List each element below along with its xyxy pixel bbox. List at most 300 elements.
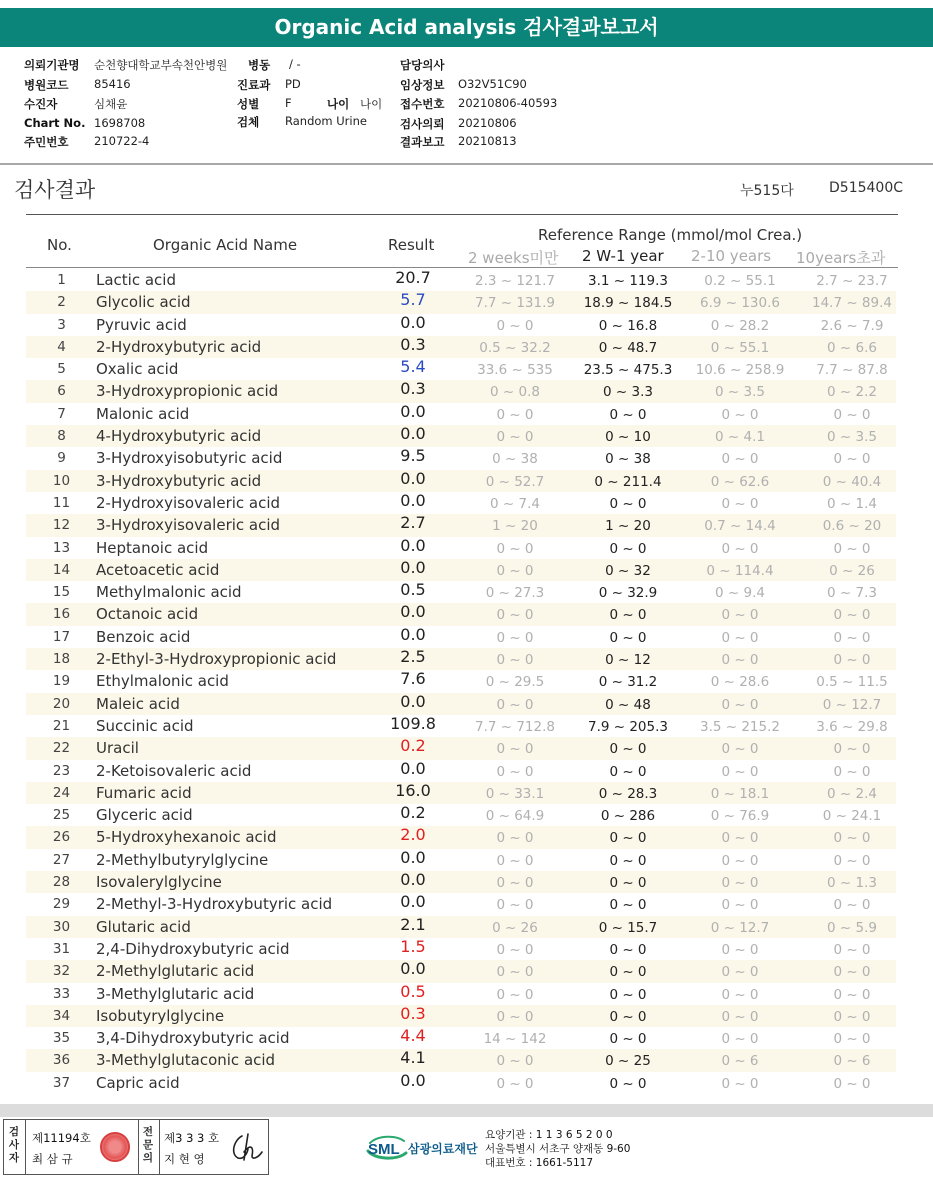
ref-range-2-10y: 0 ~ 0 (721, 852, 759, 869)
table-row (26, 581, 896, 603)
result-value: 16.0 (395, 780, 431, 800)
ref-range-2w-1y: 0 ~ 3.3 (603, 384, 653, 401)
ref-range-over-10y: 0 ~ 1.3 (827, 875, 877, 892)
ref-range-2w-1y: 0 ~ 0 (609, 1031, 647, 1048)
row-number: 37 (52, 1074, 71, 1091)
specimen-label: 검체 (237, 115, 260, 129)
address: 서울특별시 서초구 양재동 9-60 (485, 1143, 631, 1155)
table-row (26, 1005, 896, 1027)
row-number: 10 (52, 472, 71, 489)
age-value: 나이 (360, 97, 383, 111)
resident-value: 210722-4 (94, 134, 150, 148)
table-row (26, 291, 896, 313)
specimen-value: Random Urine (285, 114, 367, 128)
column-header-ref-3: 10years초과 (796, 249, 886, 267)
ref-range-2-10y: 3.5 ~ 215.2 (699, 718, 780, 735)
column-header-name: Organic Acid Name (153, 236, 298, 254)
acid-name: Isobutyrylglycine (96, 1006, 225, 1025)
ref-range-2-10y: 0 ~ 0 (721, 763, 759, 780)
acid-name: 2-Methyl-3-Hydroxybutyric acid (96, 895, 333, 914)
ref-range-2-10y: 0 ~ 0 (721, 607, 759, 624)
acid-name: 3-Hydroxybutyric acid (96, 471, 262, 490)
ref-range-2-10y: 10.6 ~ 258.9 (695, 362, 785, 379)
acid-name: Oxalic acid (96, 360, 179, 379)
table-row (26, 826, 896, 848)
row-number: 13 (52, 539, 71, 556)
ref-range-2w-1y: 0 ~ 16.8 (598, 317, 658, 334)
ref-range-2w-1y: 3.1 ~ 119.3 (587, 273, 668, 289)
row-number: 9 (57, 450, 66, 467)
row-number: 34 (52, 1007, 71, 1024)
table-row (26, 403, 896, 425)
ref-range-over-10y: 0 ~ 0 (833, 741, 871, 758)
table-row (26, 893, 896, 915)
table-row (26, 470, 896, 492)
ref-range-over-10y: 0 ~ 26 (829, 562, 875, 579)
result-value: 0.3 (400, 334, 426, 354)
agency-code: 요양기관 : 1 1 3 6 5 2 0 0 (485, 1129, 613, 1141)
acid-name: 3-Hydroxyisovaleric acid (96, 516, 281, 535)
acid-name: Maleic acid (96, 694, 180, 713)
ref-range-2-10y: 0 ~ 62.6 (710, 473, 770, 490)
ref-range-2w-1y: 0 ~ 211.4 (594, 473, 662, 490)
seal-stamp-icon (100, 1132, 130, 1162)
row-number: 20 (52, 695, 71, 712)
ref-range-under-2w: 7.7 ~ 131.9 (474, 295, 555, 312)
ref-range-under-2w: 0 ~ 52.7 (485, 473, 545, 490)
ref-range-2-10y: 0 ~ 3.5 (715, 384, 765, 401)
table-row (26, 1027, 896, 1049)
result-value: 0.0 (400, 758, 426, 778)
ref-range-under-2w: 0 ~ 0 (496, 652, 534, 669)
ref-range-under-2w: 0 ~ 38 (492, 451, 538, 468)
acid-name: Acetoacetic acid (96, 560, 220, 579)
table-row (26, 603, 896, 625)
ref-range-over-10y: 0 ~ 0 (833, 986, 871, 1003)
result-value: 0.0 (400, 1070, 426, 1090)
ref-range-under-2w: 0 ~ 7.4 (490, 495, 540, 512)
ref-range-over-10y: 0.6 ~ 20 (822, 518, 882, 535)
ref-range-2w-1y: 0 ~ 0 (609, 941, 647, 958)
ref-range-over-10y: 0 ~ 0 (833, 629, 871, 646)
ref-range-over-10y: 0 ~ 0 (833, 1075, 871, 1092)
ref-range-2-10y: 0 ~ 0 (721, 1031, 759, 1048)
acid-name: Malonic acid (96, 404, 190, 423)
ref-range-2w-1y: 0 ~ 32.9 (598, 585, 658, 602)
result-value: 0.0 (400, 490, 426, 510)
ref-range-2w-1y: 1 ~ 20 (605, 518, 651, 535)
ref-range-over-10y: 0 ~ 0 (833, 941, 871, 958)
row-number: 24 (52, 784, 71, 801)
ref-range-over-10y: 0 ~ 0 (833, 763, 871, 780)
row-number: 30 (52, 918, 71, 935)
result-value: 0.2 (400, 736, 426, 756)
sex-label: 성별 (237, 97, 260, 111)
request-label: 검사의뢰 (400, 117, 445, 131)
result-value: 0.0 (400, 959, 426, 979)
column-header-ref-2: 2-10 years (691, 247, 772, 265)
ref-range-2-10y: 0 ~ 18.1 (710, 785, 770, 802)
row-number: 12 (52, 517, 71, 534)
patient-label: 수진자 (24, 97, 58, 111)
result-value: 2.0 (400, 825, 426, 845)
reference-range-title: Reference Range (mmol/mol Crea.) (538, 226, 803, 244)
result-value: 0.0 (400, 624, 426, 644)
resident-label: 주민번호 (24, 135, 69, 149)
row-number: 32 (52, 963, 71, 980)
clinical-value: O32V51C90 (458, 77, 527, 91)
result-value: 0.0 (400, 691, 426, 711)
ref-range-2w-1y: 0 ~ 48 (605, 696, 651, 713)
row-number: 5 (57, 361, 66, 378)
acid-name: 2,4-Dihydroxybutyric acid (96, 939, 290, 958)
ref-range-over-10y: 2.7 ~ 23.7 (816, 273, 888, 289)
ref-range-2-10y: 0 ~ 0 (721, 652, 759, 669)
ref-range-under-2w: 0 ~ 33.1 (485, 785, 545, 802)
request-value: 20210806 (458, 116, 517, 130)
reviewer-name: 지 현 영 (164, 1152, 205, 1166)
row-number: 31 (52, 940, 71, 957)
sml-logo-icon (366, 1133, 408, 1163)
ref-range-over-10y: 0 ~ 2.4 (827, 785, 877, 802)
table-row (26, 1072, 896, 1094)
ref-range-under-2w: 2.3 ~ 121.7 (474, 273, 555, 289)
row-number: 2 (57, 294, 66, 311)
ref-range-over-10y: 0 ~ 0 (833, 897, 871, 914)
ref-range-under-2w: 0 ~ 0 (496, 875, 534, 892)
table-row (26, 514, 896, 536)
row-number: 6 (57, 383, 66, 400)
ref-range-over-10y: 0.5 ~ 11.5 (816, 674, 888, 691)
ref-range-over-10y: 0 ~ 0 (833, 852, 871, 869)
institution-label: 의뢰기관명 (24, 58, 80, 72)
acid-name: 2-Ketoisovaleric acid (96, 761, 252, 780)
test-id: D515400C (829, 180, 903, 196)
row-number: 3 (57, 316, 66, 333)
ref-range-under-2w: 0 ~ 27.3 (485, 585, 545, 602)
ref-range-2w-1y: 0 ~ 12 (605, 652, 651, 669)
ref-range-under-2w: 0 ~ 0 (496, 696, 534, 713)
ref-range-2w-1y: 0 ~ 0 (609, 406, 647, 423)
acid-name: Octanoic acid (96, 605, 199, 624)
row-number: 1 (57, 272, 66, 288)
table-row (26, 537, 896, 559)
ref-range-under-2w: 0 ~ 0 (496, 986, 534, 1003)
ref-range-2w-1y: 0 ~ 48.7 (598, 339, 658, 356)
ref-range-2w-1y: 0 ~ 32 (605, 562, 651, 579)
table-row (26, 760, 896, 782)
ref-range-2-10y: 0 ~ 28.2 (710, 317, 770, 334)
ward-value: / - (289, 57, 301, 71)
result-value: 4.1 (400, 1048, 426, 1068)
ref-range-2w-1y: 0 ~ 0 (609, 763, 647, 780)
ref-range-over-10y: 0 ~ 24.1 (822, 808, 882, 825)
table-row (26, 938, 896, 960)
row-number: 16 (52, 606, 71, 623)
ref-range-2-10y: 0 ~ 0 (721, 1008, 759, 1025)
results-table (26, 269, 896, 1094)
table-row (26, 804, 896, 826)
row-number: 33 (52, 985, 71, 1002)
table-row (26, 871, 896, 893)
ref-range-2-10y: 0 ~ 6 (721, 1053, 759, 1070)
result-value: 0.2 (400, 803, 426, 823)
table-row (26, 492, 896, 514)
report-title: Organic Acid analysis 검사결과보고서 (0, 8, 933, 47)
row-number: 4 (57, 338, 66, 355)
row-number: 27 (52, 851, 71, 868)
row-number: 22 (52, 740, 71, 757)
row-number: 28 (52, 874, 71, 891)
ref-range-2-10y: 0.7 ~ 14.4 (704, 518, 776, 535)
ref-range-2w-1y: 0 ~ 15.7 (598, 919, 658, 936)
ref-range-2w-1y: 0 ~ 0 (609, 495, 647, 512)
ref-range-under-2w: 0 ~ 0 (496, 317, 534, 334)
report-date-label: 결과보고 (400, 135, 445, 149)
result-value: 9.5 (400, 446, 426, 466)
result-value: 20.7 (395, 268, 431, 287)
result-value: 4.4 (400, 1026, 426, 1046)
ref-range-2-10y: 0 ~ 0 (721, 451, 759, 468)
acid-name: 3,4-Dihydroxybutyric acid (96, 1029, 290, 1048)
ref-range-2w-1y: 0 ~ 0 (609, 1008, 647, 1025)
ref-range-over-10y: 0 ~ 3.5 (827, 429, 877, 446)
age-label: 나이 (327, 97, 350, 111)
phone: 대표번호 : 1661-5117 (485, 1157, 594, 1169)
acid-name: Glutaric acid (96, 917, 191, 936)
ref-range-under-2w: 0 ~ 0 (496, 1008, 534, 1025)
ref-range-over-10y: 0 ~ 0 (833, 406, 871, 423)
ref-range-over-10y: 0 ~ 0 (833, 652, 871, 669)
column-header-result: Result (388, 236, 435, 254)
result-value: 0.5 (400, 580, 426, 600)
ref-range-over-10y: 0 ~ 5.9 (827, 919, 877, 936)
ref-range-under-2w: 0 ~ 0 (496, 763, 534, 780)
ref-range-over-10y: 0 ~ 40.4 (822, 473, 882, 490)
row-number: 29 (52, 896, 71, 913)
ref-range-2w-1y: 0 ~ 0 (609, 741, 647, 758)
acid-name: Glycolic acid (96, 293, 191, 312)
column-header-ref-0: 2 weeks미만 (468, 249, 559, 267)
result-value: 7.6 (400, 669, 426, 689)
result-value: 2.1 (400, 914, 426, 934)
ref-range-under-2w: 0 ~ 0 (496, 1053, 534, 1070)
acid-name: 2-Ethyl-3-Hydroxypropionic acid (96, 650, 337, 669)
ref-range-2-10y: 0 ~ 0 (721, 830, 759, 847)
table-row (26, 715, 896, 737)
ref-range-2-10y: 0 ~ 0 (721, 1075, 759, 1092)
row-number: 18 (52, 651, 71, 668)
result-value: 2.7 (400, 513, 426, 533)
result-value: 0.0 (400, 892, 426, 912)
acid-name: 2-Methylbutyrylglycine (96, 850, 269, 869)
footer (0, 1117, 933, 1183)
table-row (26, 670, 896, 692)
chart-label: Chart No. (24, 116, 86, 130)
chart-value: 1698708 (94, 116, 146, 130)
ref-range-2w-1y: 0 ~ 38 (605, 451, 651, 468)
ref-range-under-2w: 0 ~ 0 (496, 830, 534, 847)
doctor-label: 담당의사 (400, 58, 445, 72)
patient-info (0, 50, 933, 165)
ref-range-under-2w: 7.7 ~ 712.8 (474, 718, 555, 735)
ward-label: 병동 (248, 58, 271, 72)
ref-range-2-10y: 0 ~ 0 (721, 696, 759, 713)
row-number: 7 (57, 405, 66, 422)
result-value: 0.0 (400, 312, 426, 332)
ref-range-over-10y: 0 ~ 1.4 (827, 495, 877, 512)
row-number: 11 (52, 494, 71, 511)
acid-name: Fumaric acid (96, 783, 192, 802)
ref-range-under-2w: 0 ~ 0 (496, 562, 534, 579)
acid-name: Pyruvic acid (96, 315, 187, 334)
acid-name: 4-Hydroxybutyric acid (96, 427, 262, 446)
table-row (26, 960, 896, 982)
ref-range-2w-1y: 0 ~ 28.3 (598, 785, 658, 802)
reviewer-license: 제3 3 3 호 (164, 1131, 220, 1145)
ref-range-2-10y: 0 ~ 0 (721, 495, 759, 512)
ref-range-2-10y: 0 ~ 0 (721, 986, 759, 1003)
ref-range-2w-1y: 7.9 ~ 205.3 (587, 718, 668, 735)
ref-range-over-10y: 0 ~ 0 (833, 451, 871, 468)
ref-range-2-10y: 0 ~ 0 (721, 629, 759, 646)
row-number: 8 (57, 428, 66, 445)
ref-range-2-10y: 0 ~ 0 (721, 875, 759, 892)
hospital-code-value: 85416 (94, 77, 131, 91)
tester-license: 제11194호 (32, 1131, 91, 1145)
acid-name: Succinic acid (96, 716, 194, 735)
ref-range-under-2w: 0 ~ 0 (496, 607, 534, 624)
ref-range-over-10y: 0 ~ 7.3 (827, 585, 877, 602)
row-number: 25 (52, 807, 71, 824)
ref-range-under-2w: 33.6 ~ 535 (477, 362, 553, 379)
ref-range-2-10y: 6.9 ~ 130.6 (699, 295, 780, 312)
receipt-label: 접수번호 (400, 97, 445, 111)
table-row (26, 380, 896, 402)
ref-range-2w-1y: 0 ~ 0 (609, 875, 647, 892)
row-number: 14 (52, 561, 71, 578)
result-value: 0.0 (400, 870, 426, 890)
table-row (26, 737, 896, 759)
logo-text: SML (368, 1141, 400, 1158)
column-header-ref-1: 2 W-1 year (582, 247, 664, 265)
acid-name: Ethylmalonic acid (96, 672, 229, 691)
org-name: 삼광의료재단 (408, 1142, 478, 1156)
sex-value: F (285, 96, 292, 110)
ref-range-under-2w: 0 ~ 0 (496, 852, 534, 869)
ref-range-under-2w: 0.5 ~ 32.2 (479, 339, 551, 356)
ref-range-under-2w: 14 ~ 142 (483, 1031, 547, 1048)
table-top-rule (26, 214, 898, 215)
ref-range-over-10y: 14.7 ~ 89.4 (811, 295, 892, 312)
result-value: 0.0 (400, 401, 426, 421)
table-row (26, 1049, 896, 1071)
result-value: 0.0 (400, 602, 426, 622)
ref-range-under-2w: 0 ~ 29.5 (485, 674, 545, 691)
result-value: 0.0 (400, 535, 426, 555)
result-value: 0.0 (400, 847, 426, 867)
ref-range-under-2w: 0 ~ 0 (496, 406, 534, 423)
table-row (26, 782, 896, 804)
acid-name: 2-Hydroxybutyric acid (96, 337, 262, 356)
result-value: 1.5 (400, 936, 426, 956)
clinical-label: 임상정보 (400, 78, 445, 92)
test-code: 누515다 (740, 183, 794, 199)
acid-name: Heptanoic acid (96, 538, 209, 557)
ref-range-2w-1y: 0 ~ 0 (609, 1075, 647, 1092)
ref-range-over-10y: 0 ~ 0 (833, 964, 871, 981)
result-value: 2.5 (400, 647, 426, 667)
ref-range-2w-1y: 0 ~ 25 (605, 1053, 651, 1070)
ref-range-under-2w: 0 ~ 0 (496, 964, 534, 981)
ref-range-2w-1y: 18.9 ~ 184.5 (583, 295, 673, 312)
acid-name: 3-Methylglutaric acid (96, 984, 255, 1003)
table-row (26, 314, 896, 336)
acid-name: Isovalerylglycine (96, 873, 222, 892)
tester-label: 검 사 자 (8, 1126, 20, 1164)
column-header-no: No. (47, 236, 72, 254)
ref-range-2-10y: 0 ~ 4.1 (715, 429, 765, 446)
ref-range-2-10y: 0 ~ 0 (721, 540, 759, 557)
table-row (26, 358, 896, 380)
ref-range-2w-1y: 0 ~ 31.2 (598, 674, 658, 691)
ref-range-2w-1y: 0 ~ 0 (609, 607, 647, 624)
divider (138, 1120, 139, 1174)
row-number: 35 (52, 1030, 71, 1047)
ref-range-2-10y: 0 ~ 0 (721, 406, 759, 423)
ref-range-under-2w: 0 ~ 0 (496, 941, 534, 958)
report-date-value: 20210813 (458, 134, 517, 148)
ref-range-2w-1y: 0 ~ 0 (609, 986, 647, 1003)
ref-range-over-10y: 0 ~ 0 (833, 540, 871, 557)
ref-range-2w-1y: 0 ~ 0 (609, 964, 647, 981)
ref-range-2-10y: 0 ~ 12.7 (710, 919, 770, 936)
acid-name: Methylmalonic acid (96, 583, 242, 602)
ref-range-under-2w: 0 ~ 0 (496, 540, 534, 557)
ref-range-under-2w: 0 ~ 0 (496, 429, 534, 446)
result-value: 0.0 (400, 424, 426, 444)
footer-band (0, 1104, 933, 1117)
row-number: 19 (52, 673, 71, 690)
ref-range-over-10y: 0 ~ 6.6 (827, 339, 877, 356)
dept-label: 진료과 (237, 78, 271, 92)
table-row (26, 983, 896, 1005)
acid-name: Glyceric acid (96, 806, 193, 825)
table-row (26, 626, 896, 648)
ref-range-over-10y: 3.6 ~ 29.8 (816, 718, 888, 735)
ref-range-2-10y: 0.2 ~ 55.1 (704, 273, 776, 289)
table-row (26, 648, 896, 670)
result-value: 0.5 (400, 981, 426, 1001)
ref-range-2-10y: 0 ~ 0 (721, 741, 759, 758)
row-number: 26 (52, 829, 71, 846)
result-value: 0.0 (400, 557, 426, 577)
row-number: 17 (52, 628, 71, 645)
acid-name: 2-Methylglutaric acid (96, 962, 255, 981)
table-row (26, 916, 896, 938)
ref-range-over-10y: 0 ~ 0 (833, 607, 871, 624)
ref-range-2w-1y: 0 ~ 0 (609, 830, 647, 847)
ref-range-2w-1y: 23.5 ~ 475.3 (583, 362, 673, 379)
section-title: 검사결과 (14, 178, 96, 202)
ref-range-over-10y: 0 ~ 2.2 (827, 384, 877, 401)
row-number: 23 (52, 762, 71, 779)
result-value: 109.8 (390, 713, 436, 733)
ref-range-under-2w: 0 ~ 0 (496, 629, 534, 646)
patient-value: 심채윤 (94, 97, 128, 111)
table-row (26, 425, 896, 447)
ref-range-over-10y: 0 ~ 0 (833, 1008, 871, 1025)
